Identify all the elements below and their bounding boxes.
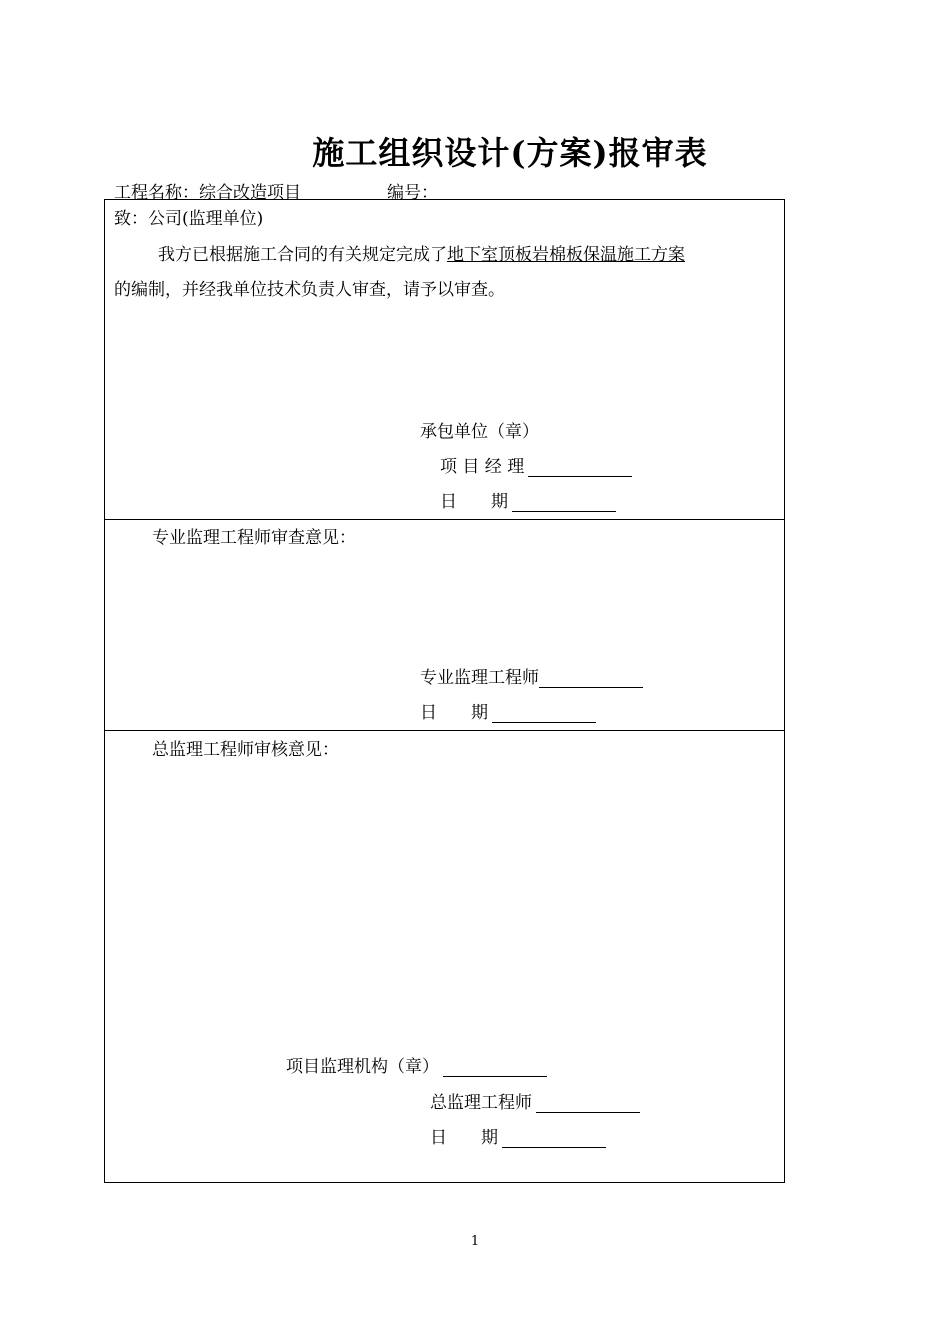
body-prefix: 我方已根据施工合同的有关规定完成了: [158, 245, 447, 265]
contractor-seal-label: 承包单位（章）: [420, 422, 539, 442]
project-manager-label: 项 目 经 理: [440, 457, 525, 477]
specialist-date-row: [420, 698, 596, 723]
project-name: 工程名称：综合改造项目: [114, 183, 301, 203]
section-divider-1: [104, 519, 785, 520]
specialist-engineer-row: [420, 663, 643, 688]
section-divider-2: [104, 730, 785, 731]
project-manager-row: [440, 452, 632, 477]
specialist-date-field[interactable]: [492, 704, 596, 723]
specialist-engineer-signature-field[interactable]: [539, 669, 643, 688]
specialist-engineer-label: 专业监理工程师: [420, 668, 539, 688]
body-text-line-1: [158, 240, 685, 265]
chief-engineer-row: [430, 1088, 640, 1113]
addressee-line: 致：公司(监理单位): [114, 209, 264, 229]
chief-date-row: [430, 1123, 606, 1148]
project-manager-signature-field[interactable]: [528, 458, 632, 477]
chief-opinion-heading: 总监理工程师审核意见：: [152, 740, 339, 760]
contractor-date-row: [440, 487, 616, 512]
supervision-org-seal-field[interactable]: [443, 1058, 547, 1077]
plan-name: 地下室顶板岩棉板保温施工方案: [447, 245, 685, 265]
contractor-date-label: 日 期: [440, 492, 508, 512]
document-number: 编号：: [387, 183, 438, 203]
chief-engineer-signature-field[interactable]: [536, 1094, 640, 1113]
chief-date-field[interactable]: [502, 1129, 606, 1148]
page-title: 施工组织设计(方案)报审表: [312, 134, 708, 172]
page-number: 1: [470, 1234, 480, 1249]
body-text-line-2: 的编制，并经我单位技术负责人审查，请予以审查。: [114, 280, 505, 300]
chief-date-label: 日 期: [430, 1128, 498, 1148]
contractor-date-field[interactable]: [512, 493, 616, 512]
specialist-opinion-heading: 专业监理工程师审查意见：: [152, 528, 356, 548]
review-form-table: [104, 199, 785, 1183]
chief-engineer-label: 总监理工程师: [430, 1093, 532, 1113]
supervision-org-label: 项目监理机构（章）: [286, 1057, 439, 1077]
supervision-org-row: [286, 1052, 547, 1077]
specialist-date-label: 日 期: [420, 703, 488, 723]
